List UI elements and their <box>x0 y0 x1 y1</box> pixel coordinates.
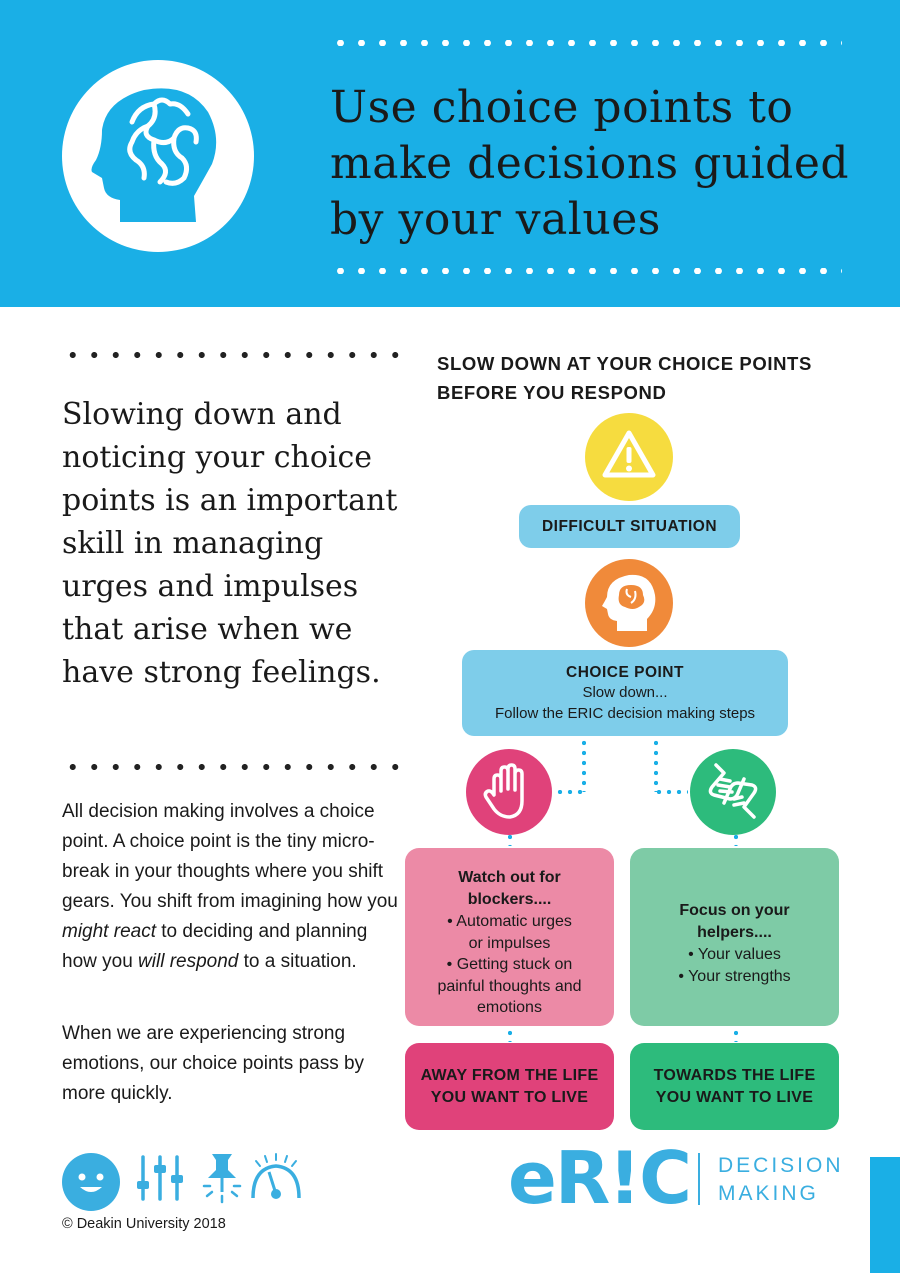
blockers-heading: Watch out for <box>458 869 561 886</box>
helping-hands-circle <box>690 749 776 835</box>
sliders-icon <box>134 1153 186 1203</box>
blockers-item: or impulses <box>468 934 551 952</box>
helpers-item: • Your values <box>688 946 781 963</box>
emphasis-text: will respond <box>138 951 239 972</box>
helpers-panel <box>630 848 839 1026</box>
body-paragraph-2: When we are experiencing strong emotions, our choice points pass by more quickly. <box>62 1023 365 1104</box>
pin-icon <box>198 1150 246 1204</box>
choice-point-line: Follow the ERIC decision making steps <box>494 705 756 722</box>
blockers-heading: blockers.... <box>467 891 552 908</box>
flowchart-title <box>437 349 857 407</box>
helpers-heading: helpers.... <box>697 924 772 941</box>
choice-point-box <box>462 650 788 736</box>
blockers-item: • Getting stuck on <box>446 956 573 973</box>
warning-icon <box>585 413 673 501</box>
helpers-item: • Your strengths <box>678 967 791 985</box>
brain-circle <box>585 559 673 647</box>
stop-hand-icon <box>466 749 552 835</box>
smile-circle <box>62 1153 120 1211</box>
stop-hand-circle <box>466 749 552 835</box>
blockers-list <box>405 911 614 1019</box>
puzzle-head-icon <box>62 60 254 252</box>
header-dots-bottom <box>330 268 842 274</box>
towards-outcome-box <box>630 1043 839 1130</box>
body-text: All decision making involves a choice point. A choice point is the tiny micro-break in your thoughts where you shift gears. You shift from imagining how you <box>62 801 398 912</box>
connector-right-vertical <box>654 738 658 792</box>
smile-icon <box>62 1153 120 1211</box>
corner-accent-bar <box>870 1157 900 1273</box>
helpers-list <box>630 944 839 987</box>
away-outcome-box <box>405 1043 614 1130</box>
blockers-item: emotions <box>477 999 542 1016</box>
difficult-situation-label: DIFFICULT SITUATION <box>541 517 718 535</box>
connector-right-horizontal <box>654 790 688 794</box>
gauge-icon <box>247 1150 305 1204</box>
brain-head-icon <box>585 559 673 647</box>
away-outcome-label: YOU WANT TO LIVE <box>430 1088 589 1106</box>
blockers-item: painful thoughts and <box>437 977 582 995</box>
difficult-situation-box <box>519 505 740 548</box>
emphasis-text: might react <box>62 921 156 942</box>
helping-hands-icon <box>690 749 776 835</box>
flowchart-title-line: BEFORE YOU RESPOND <box>437 382 667 403</box>
away-outcome-label: AWAY FROM THE LIFE <box>420 1066 599 1084</box>
body-text: to a situation. <box>238 951 357 972</box>
connector-left-vertical <box>582 738 586 792</box>
towards-outcome-label: YOU WANT TO LIVE <box>655 1088 814 1106</box>
choice-point-line: Slow down... <box>582 684 668 701</box>
header-dots-top <box>330 40 842 46</box>
warning-circle <box>585 413 673 501</box>
header-icon-circle <box>62 60 254 252</box>
intro-dots-bottom <box>62 764 402 770</box>
connector-away <box>508 1028 512 1042</box>
body-paragraph-1 <box>62 797 407 977</box>
logo-subtitle <box>718 1152 844 1208</box>
page-title: Use choice points to make decisions guided by your values <box>330 82 850 245</box>
flowchart-title-line: SLOW DOWN AT YOUR CHOICE POINTS <box>437 353 812 374</box>
connector-towards <box>734 1028 738 1042</box>
copyright: © Deakin University 2018 <box>62 1216 226 1232</box>
towards-outcome-label: TOWARDS THE LIFE <box>653 1066 816 1084</box>
choice-point-label: CHOICE POINT <box>566 664 684 681</box>
intro-statement: Slowing down and noticing your choice points is an important skill in managing urges and impulses that arise when we have strong feelings. <box>62 397 398 690</box>
connector-left-horizontal <box>555 790 587 794</box>
logo-subtitle-line: MAKING <box>718 1182 819 1205</box>
eric-logo: eR!C <box>508 1136 690 1220</box>
logo-subtitle-line: DECISION <box>718 1154 844 1177</box>
blockers-panel <box>405 848 614 1026</box>
blockers-item: • Automatic urges <box>447 913 572 930</box>
helpers-heading: Focus on your <box>679 902 790 919</box>
intro-dots-top <box>62 352 402 358</box>
body-text: to deciding and planning how you <box>62 921 368 972</box>
logo-divider <box>698 1153 700 1205</box>
